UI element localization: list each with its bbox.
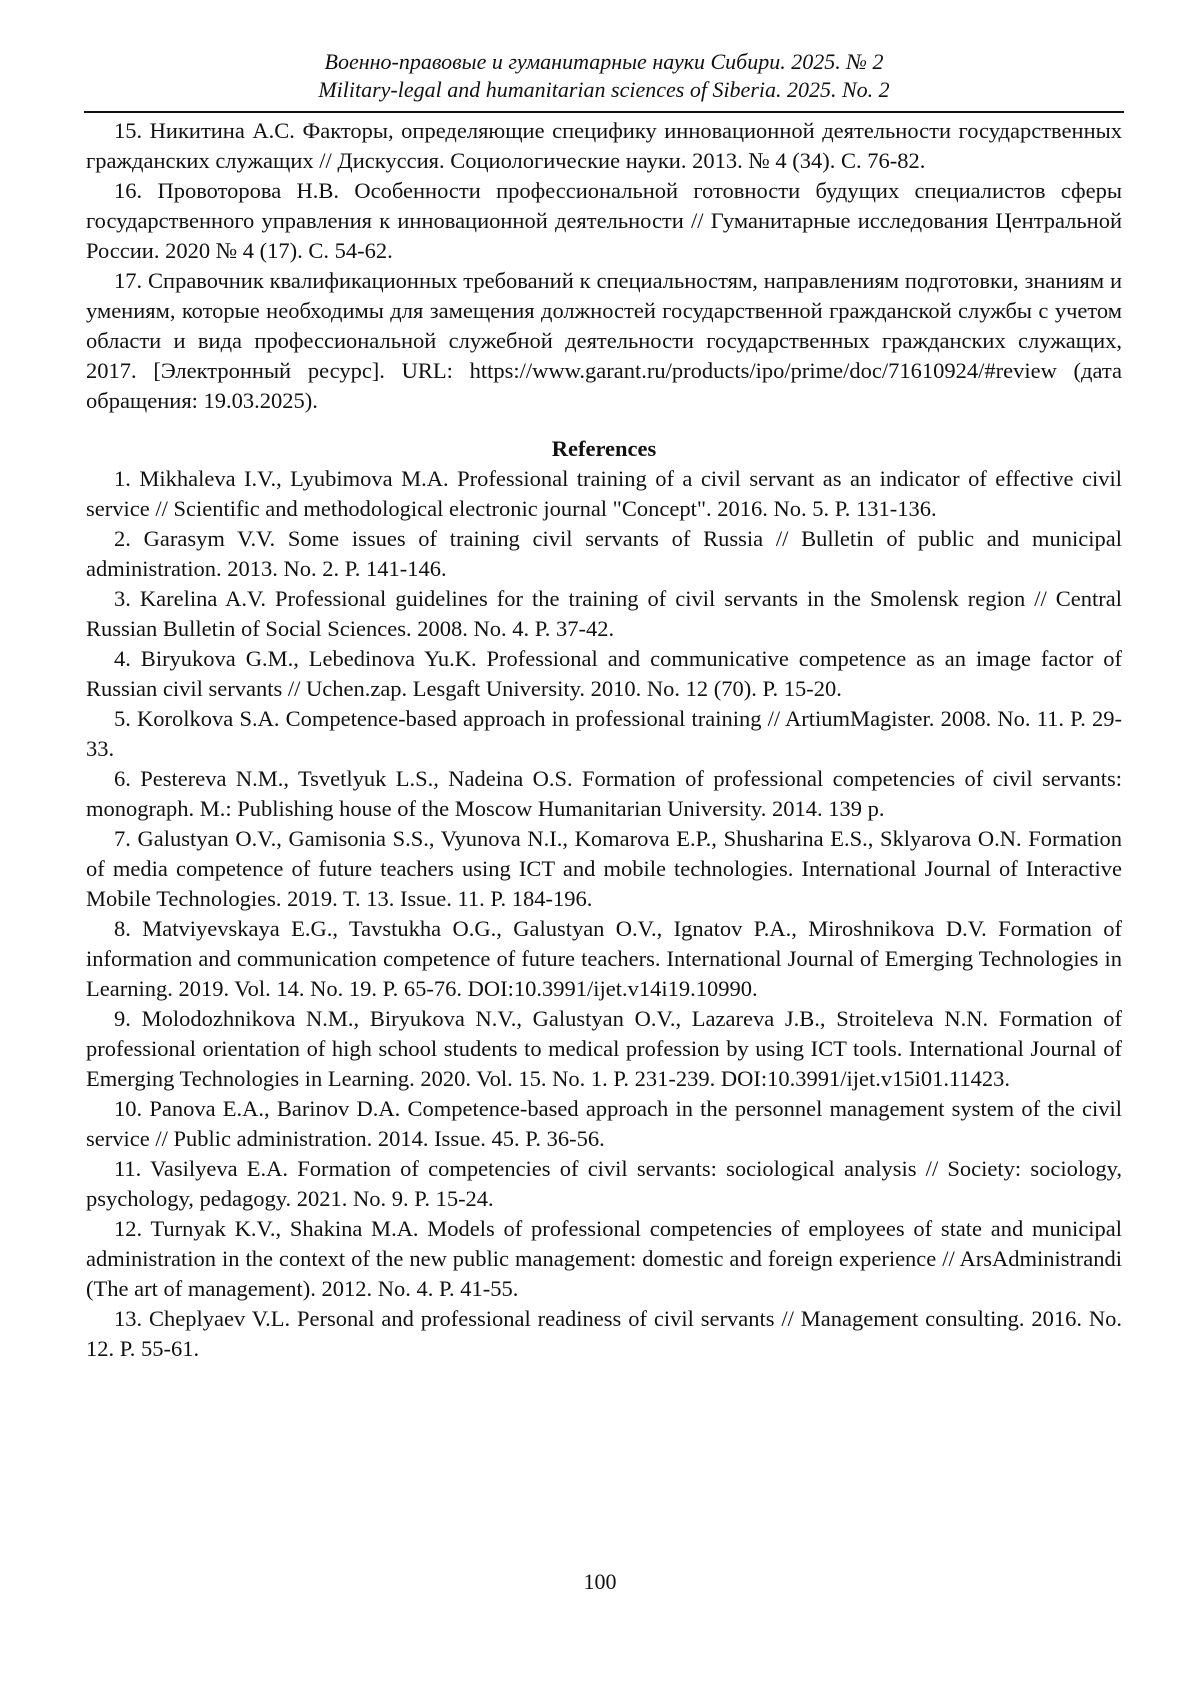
reference-entry: 3. Karelina A.V. Professional guidelines for the training of civil servants in the Smolensk region // Central Russian Bulletin of Social Sciences. 2008. No. 4. P. 37-42. (86, 586, 1122, 641)
reference-entry: 11. Vasilyeva E.A. Formation of competencies of civil servants: sociological analysis // Society: sociology, psychology, pedagogy. 2021. No. 9. P. 15-24. (86, 1156, 1122, 1211)
header-divider (84, 111, 1124, 113)
header-title-ru: Военно-правовые и гуманитарные науки Сибири. 2025. № 2 (324, 49, 884, 74)
reference-entry: 2. Garasym V.V. Some issues of training civil servants of Russia // Bulletin of public and municipal administration. 2013. No. 2. P. 141-146. (86, 526, 1122, 581)
reference-entry-ru: 15. Никитина А.С. Факторы, определяющие специфику инновационной деятельности государственных гражданских служащих // Дискуссия. Социологические науки. 2013. № 4 (34). С. 76-82. (86, 118, 1122, 173)
header-title-en: Military-legal and humanitarian sciences of Siberia. 2025. No. 2 (318, 77, 890, 102)
running-header (84, 48, 1124, 104)
reference-entry-ru: 17. Справочник квалификационных требований к специальностям, направлениям подготовки, знаниям и умениям, которые необходимы для замещения должностей государственной гражданской службы с учетом области и вида профессиональной служебной деятельности государственных гражданских служащих, 2017. [Электронный ресурс]. URL: https://www.garant.ru/products/ipo/prime/doc/71610924/#review (дата обращения: 19.03.2025). (86, 268, 1122, 413)
reference-entry: 8. Matviyevskaya E.G., Tavstukha O.G., Galustyan O.V., Ignatov P.A., Miroshnikova D.V. Formation of information and communication competence of future teachers. International Journal of Emerging Technologies in Learning. 2019. Vol. 14. No. 19. P. 65-76. DOI:10.3991/ijet.v14i19.10990. (86, 916, 1122, 1001)
references-heading: References (551, 436, 657, 461)
reference-entry: 12. Turnyak K.V., Shakina M.A. Models of professional competencies of employees of state and municipal administration in the context of the new public management: domestic and foreign experience // ArsAdministrandi (The art of management). 2012. No. 4. P. 41-55. (86, 1216, 1122, 1301)
reference-entry: 13. Cheplyaev V.L. Personal and professional readiness of civil servants // Management consulting. 2016. No. 12. P. 55-61. (86, 1306, 1122, 1361)
reference-entry: 7. Galustyan O.V., Gamisonia S.S., Vyunova N.I., Komarova E.P., Shusharina E.S., Sklyarova O.N. Formation of media competence of future teachers using ICT and mobile technologies. International Journal of Interactive Mobile Technologies. 2019. T. 13. Issue. 11. P. 184-196. (86, 826, 1122, 911)
reference-body (86, 116, 1122, 1364)
reference-entry-ru: 16. Провоторова Н.В. Особенности профессиональной готовности будущих специалистов сферы государственного управления к инновационной деятельности // Гуманитарные исследования Центральной России. 2020 № 4 (17). С. 54-62. (86, 178, 1122, 263)
reference-entry: 6. Pestereva N.M., Tsvetlyuk L.S., Nadeina O.S. Formation of professional competencies of civil servants: monograph. M.: Publishing house of the Moscow Humanitarian University. 2014. 139 p. (86, 766, 1122, 821)
reference-entry: 4. Biryukova G.M., Lebedinova Yu.K. Professional and communicative competence as an image factor of Russian civil servants // Uchen.zap. Lesgaft University. 2010. No. 12 (70). P. 15-20. (86, 646, 1122, 701)
reference-entry: 10. Panova E.A., Barinov D.A. Competence-based approach in the personnel management system of the civil service // Public administration. 2014. Issue. 45. P. 36-56. (86, 1096, 1122, 1151)
reference-entry: 1. Mikhaleva I.V., Lyubimova M.A. Professional training of a civil servant as an indicator of effective civil service // Scientific and methodological electronic journal "Concept". 2016. No. 5. P. 131-136. (86, 466, 1122, 521)
reference-entry: 9. Molodozhnikova N.M., Biryukova N.V., Galustyan O.V., Lazareva J.B., Stroiteleva N.N. Formation of professional orientation of high school students to medical profession by using ICT tools. International Journal of Emerging Technologies in Learning. 2020. Vol. 15. No. 1. P. 231-239. DOI:10.3991/ijet.v15i01.11423. (86, 1006, 1122, 1091)
reference-entry: 5. Korolkova S.A. Competence-based approach in professional training // ArtiumMagister. 2008. No. 11. P. 29-33. (86, 706, 1122, 761)
page-number: 100 (583, 1569, 617, 1594)
